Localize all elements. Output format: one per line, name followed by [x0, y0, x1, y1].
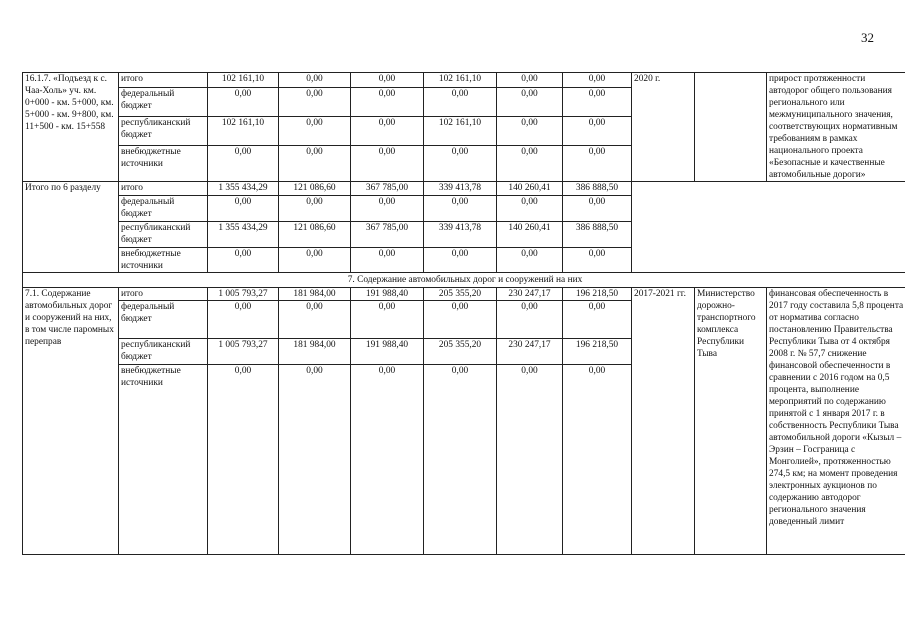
funding-source: федеральный бюджет	[119, 87, 208, 116]
amount-cell: 0,00	[563, 87, 632, 116]
amount-cell: 0,00	[563, 116, 632, 145]
expected-result: прирост протяженности автодорог общего пользования регионального или межмуниципального значения, соответствующих нормативным требованиям в рамках национального проекта «Безопасные и качественные автомобильные дороги»	[767, 73, 905, 182]
amount-cell: 0,00	[351, 116, 424, 145]
funding-source: республиканский бюджет	[119, 116, 208, 145]
amount-cell: 191 988,40	[351, 288, 424, 301]
funding-source: итого	[119, 182, 208, 196]
amount-cell: 0,00	[497, 248, 563, 273]
funding-source: федеральный бюджет	[119, 301, 208, 339]
funding-source: итого	[119, 288, 208, 301]
amount-cell: 181 984,00	[279, 288, 351, 301]
amount-cell: 339 413,78	[424, 222, 497, 248]
table-row	[23, 288, 905, 301]
amount-cell: 1 355 434,29	[208, 182, 279, 196]
amount-cell: 230 247,17	[497, 339, 563, 365]
amount-cell: 0,00	[424, 301, 497, 339]
amount-cell: 0,00	[563, 73, 632, 88]
funding-source: внебюджетные источники	[119, 365, 208, 555]
amount-cell: 0,00	[424, 146, 497, 182]
amount-cell: 0,00	[208, 248, 279, 273]
implementation-term: 2020 г.	[632, 73, 695, 182]
funding-source: федеральный бюджет	[119, 196, 208, 222]
amount-cell: 386 888,50	[563, 182, 632, 196]
amount-cell: 140 260,41	[497, 182, 563, 196]
amount-cell: 230 247,17	[497, 288, 563, 301]
amount-cell: 0,00	[424, 248, 497, 273]
amount-cell: 0,00	[497, 73, 563, 88]
amount-cell: 0,00	[351, 365, 424, 555]
amount-cell: 0,00	[279, 73, 351, 88]
amount-cell: 0,00	[424, 365, 497, 555]
amount-cell: 121 086,60	[279, 182, 351, 196]
amount-cell: 0,00	[497, 196, 563, 222]
amount-cell: 0,00	[279, 146, 351, 182]
amount-cell: 0,00	[497, 365, 563, 555]
executor: Министерство дорожно-транспортного комплекса Республики Тыва	[695, 288, 767, 555]
amount-cell: 0,00	[279, 116, 351, 145]
amount-cell: 0,00	[351, 196, 424, 222]
funding-source: республиканский бюджет	[119, 339, 208, 365]
table-row	[23, 73, 905, 88]
amount-cell: 0,00	[351, 73, 424, 88]
amount-cell: 0,00	[563, 248, 632, 273]
funding-source: итого	[119, 73, 208, 88]
funding-source: республиканский бюджет	[119, 222, 208, 248]
amount-cell: 102 161,10	[208, 116, 279, 145]
amount-cell: 0,00	[279, 365, 351, 555]
expected-result: финансовая обеспеченность в 2017 году составила 5,8 процента от норматива согласно постановлению Правительства Республики Тыва от 4 октября 2008 г. № 57,7 снижение финансовой обеспеченности в сравнении с 2016 годом на 0,5 процента, выполнение мероприятий по содержанию принятой с 1 января 2017 г. в собственность Республики Тыва автомобильной дороги «Кызыл – Эрзин – Госграница с Монголией», протяженностью 274,5 км; на момент проведения электронных аукционов по содержанию автодорог регионального значения доведенный лимит	[767, 288, 905, 555]
amount-cell: 121 086,60	[279, 222, 351, 248]
amount-cell: 0,00	[279, 248, 351, 273]
amount-cell: 0,00	[279, 301, 351, 339]
amount-cell: 0,00	[424, 196, 497, 222]
empty-cell	[632, 182, 905, 273]
amount-cell: 191 988,40	[351, 339, 424, 365]
amount-cell: 102 161,10	[424, 116, 497, 145]
funding-source: внебюджетные источники	[119, 146, 208, 182]
amount-cell: 0,00	[208, 365, 279, 555]
amount-cell: 0,00	[208, 301, 279, 339]
amount-cell: 1 005 793,27	[208, 288, 279, 301]
amount-cell: 0,00	[497, 301, 563, 339]
object-name: 7.1. Содержание автомобильных дорог и сооружений на них, в том числе паромных переправ	[23, 288, 119, 555]
amount-cell: 339 413,78	[424, 182, 497, 196]
amount-cell: 0,00	[208, 146, 279, 182]
table-row	[23, 182, 905, 196]
amount-cell: 0,00	[497, 146, 563, 182]
amount-cell: 1 005 793,27	[208, 339, 279, 365]
amount-cell: 367 785,00	[351, 222, 424, 248]
amount-cell: 205 355,20	[424, 339, 497, 365]
amount-cell: 0,00	[351, 301, 424, 339]
amount-cell: 386 888,50	[563, 222, 632, 248]
amount-cell: 0,00	[563, 365, 632, 555]
section-row	[23, 273, 905, 288]
executor	[695, 73, 767, 182]
amount-cell: 0,00	[497, 116, 563, 145]
budget-table	[22, 72, 905, 555]
funding-source: внебюджетные источники	[119, 248, 208, 273]
amount-cell: 102 161,10	[208, 73, 279, 88]
amount-cell: 0,00	[497, 87, 563, 116]
amount-cell: 367 785,00	[351, 182, 424, 196]
amount-cell: 196 218,50	[563, 288, 632, 301]
amount-cell: 0,00	[208, 196, 279, 222]
amount-cell: 205 355,20	[424, 288, 497, 301]
amount-cell: 1 355 434,29	[208, 222, 279, 248]
amount-cell: 0,00	[279, 196, 351, 222]
amount-cell: 0,00	[563, 301, 632, 339]
object-name: 16.1.7. «Подъезд к с. Чаа-Холь» уч. км. 0+000 - км. 5+000, км. 5+000 - км. 9+800, км. 11+500 - км. 15+558	[23, 73, 119, 182]
implementation-term: 2017-2021 гг.	[632, 288, 695, 555]
amount-cell: 0,00	[424, 87, 497, 116]
page-number: 32	[861, 30, 874, 45]
amount-cell: 140 260,41	[497, 222, 563, 248]
amount-cell: 0,00	[563, 146, 632, 182]
amount-cell: 0,00	[351, 146, 424, 182]
amount-cell: 0,00	[563, 196, 632, 222]
object-name: Итого по 6 разделу	[23, 182, 119, 273]
section-title: 7. Содержание автомобильных дорог и сооружений на них	[23, 273, 905, 288]
amount-cell: 0,00	[351, 87, 424, 116]
amount-cell: 0,00	[351, 248, 424, 273]
amount-cell: 181 984,00	[279, 339, 351, 365]
amount-cell: 0,00	[208, 87, 279, 116]
amount-cell: 0,00	[279, 87, 351, 116]
amount-cell: 196 218,50	[563, 339, 632, 365]
amount-cell: 102 161,10	[424, 73, 497, 88]
